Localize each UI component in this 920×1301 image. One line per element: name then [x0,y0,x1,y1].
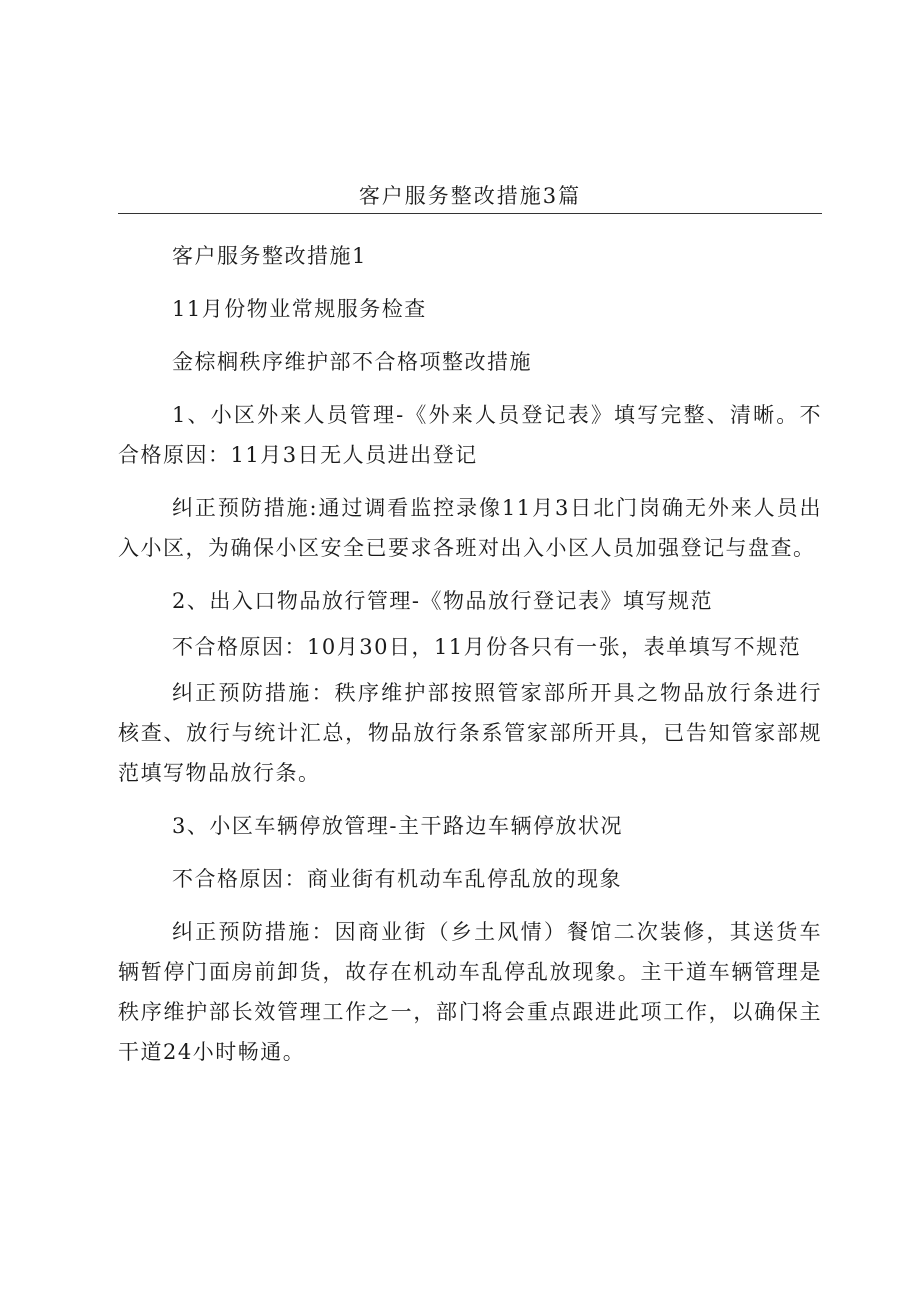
paragraph-item-1: 1、小区外来人员管理-《外来人员登记表》填写完整、清晰。不合格原因：11月3日无人员进出登记 [118,403,822,467]
paragraph-item-3-reason: 不合格原因：商业街有机动车乱停乱放的现象 [172,867,622,891]
paragraph-inspection: 11月份物业常规服务检查 [172,297,427,321]
document-title: 客户服务整改措施3篇 [358,184,582,208]
paragraph-item-2: 2、出入口物品放行管理-《物品放行登记表》填写规范 [172,589,713,613]
paragraph-item-2-measures: 纠正预防措施：秩序维护部按照管家部所开具之物品放行条进行核查、放行与统计汇总，物品放行条系管家部所开具，已告知管家部规范填写物品放行条。 [118,681,822,785]
paragraph-item-2-reason: 不合格原因：10月30日，11月份各只有一张，表单填写不规范 [172,635,802,659]
paragraph-item-1-measures: 纠正预防措施:通过调看监控录像11月3日北门岗确无外来人员出入小区，为确保小区安全已要求各班对出入小区人员加强登记与盘查。 [118,496,822,560]
paragraph-heading-1: 客户服务整改措施1 [172,244,367,268]
document-body [118,236,822,1085]
title-divider [118,213,822,214]
paragraph-item-3: 3、小区车辆停放管理-主干路边车辆停放状况 [172,814,623,838]
paragraph-department: 金棕榈秩序维护部不合格项整改措施 [172,350,532,374]
paragraph-item-3-measures: 纠正预防措施：因商业街（乡土风情）餐馆二次装修，其送货车辆暂停门面房前卸货，故存在机动车乱停乱放现象。主干道车辆管理是秩序维护部长效管理工作之一，部门将会重点跟进此项工作，以确保主干道24小时畅通。 [118,920,822,1064]
